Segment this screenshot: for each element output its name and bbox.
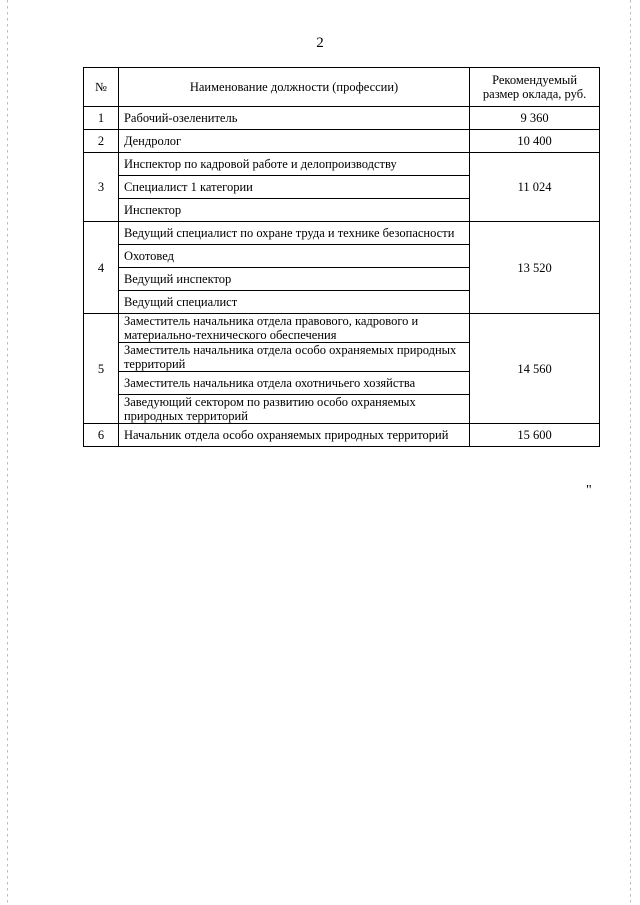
table-header-row: [84, 68, 600, 107]
position-name: Специалист 1 категории: [118, 176, 469, 199]
closing-quote-mark: ": [586, 483, 592, 498]
row-number: 3: [84, 153, 119, 222]
page-number: 2: [316, 35, 324, 51]
row-number: 5: [84, 314, 119, 424]
row-number: 2: [84, 130, 119, 153]
position-name: Заместитель начальника отдела правового, кадрового и материально-технического обеспечения: [118, 314, 469, 343]
table-row: [84, 222, 600, 245]
position-name: Ведущий специалист: [118, 291, 469, 314]
header-salary: [470, 68, 600, 107]
scan-edge-right: [630, 0, 631, 905]
salary-value: 14 560: [470, 314, 600, 424]
position-name: Инспектор по кадровой работе и делопроизводству: [118, 153, 469, 176]
row-number: 4: [84, 222, 119, 314]
position-name: Заместитель начальника отдела особо охраняемых природных территорий: [118, 343, 469, 372]
salary-value: 9 360: [470, 107, 600, 130]
table-row: [84, 107, 600, 130]
header-salary-line1: Рекомендуемый: [492, 73, 578, 87]
table-row: [84, 130, 600, 153]
table-row: [84, 153, 600, 176]
table-row: [84, 424, 600, 447]
salary-table: [83, 67, 600, 447]
position-name: Начальник отдела особо охраняемых природных территорий: [118, 424, 469, 447]
salary-value: 13 520: [470, 222, 600, 314]
position-name: Рабочий-озеленитель: [118, 107, 469, 130]
row-number: 1: [84, 107, 119, 130]
header-num: №: [84, 68, 119, 107]
position-name: Ведущий специалист по охране труда и технике безопасности: [118, 222, 469, 245]
position-name: Заместитель начальника отдела охотничьего хозяйства: [118, 372, 469, 395]
table-row: [84, 314, 600, 343]
header-position-name: Наименование должности (профессии): [118, 68, 469, 107]
position-name: Инспектор: [118, 199, 469, 222]
salary-value: 11 024: [470, 153, 600, 222]
salary-value: 15 600: [470, 424, 600, 447]
header-salary-line2: размер оклада, руб.: [482, 87, 587, 101]
position-name: Заведующий сектором по развитию особо охраняемых природных территорий: [118, 395, 469, 424]
position-name: Дендролог: [118, 130, 469, 153]
row-number: 6: [84, 424, 119, 447]
salary-value: 10 400: [470, 130, 600, 153]
position-name: Охотовед: [118, 245, 469, 268]
position-name: Ведущий инспектор: [118, 268, 469, 291]
scan-edge-left: [7, 0, 8, 905]
